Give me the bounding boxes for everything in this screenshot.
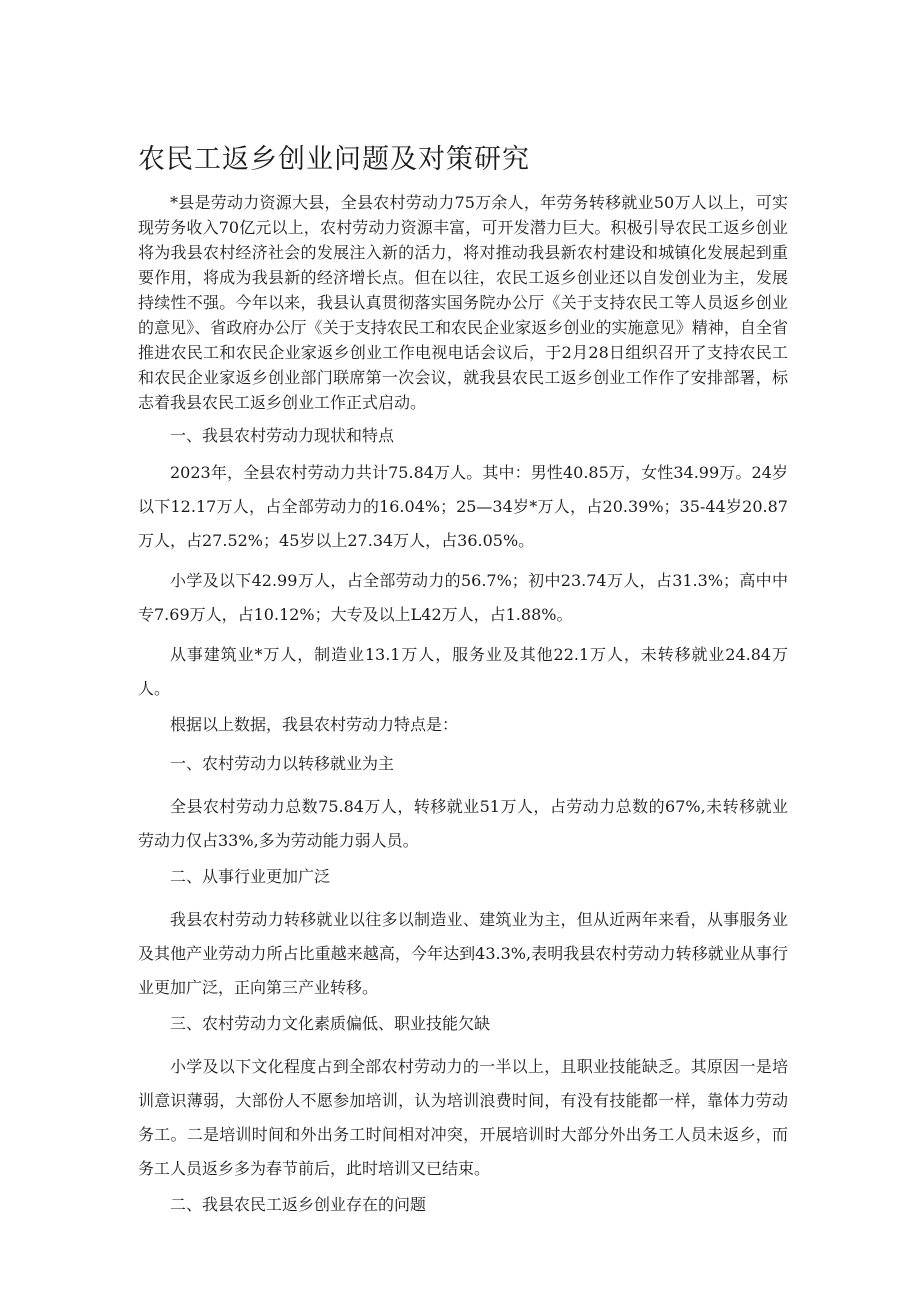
labor-2023-paragraph: 2023年，全县农村劳动力共计75.84万人。其中：男性40.85万，女性34.99万。24岁以下12.17万人，占全部劳动力的16.04%；25—34岁*万人，占20.39%；35-44岁20.87万人，占27.52%；45岁以上27.34万人，占36.05%。 — [138, 463, 788, 550]
intro-paragraph: *县是劳动力资源大县，全县农村劳动力75万余人，年劳务转移就业50万人以上，可实现劳务收入70亿元以上，农村劳动力资源丰富，可开发潜力巨大。积极引导农民工返乡创业将为我县农村经济社会的发展注入新的活力，将对推动我县新农村建设和城镇化发展起到重要作用，将成为我县新的经济增长点。但在以往，农民工返乡创业还以自发创业为主，发展持续性不强。今年以来，我县认真贯彻落实国务院办公厅《关于支持农民工等人员返乡创业的意见》、省政府办公厅《关于支持农民工和农民企业家返乡创业的实施意见》精神，自全省推进农民工和农民企业家返乡创业工作电视电话会议后，于2月28日组织召开了支持农民工和农民企业家返乡创业部门联席第一次会议，就我县农民工返乡创业工作作了安排部署，标志着我县农民工返乡创业工作正式启动。 — [138, 193, 788, 412]
feature1-heading: 一、农村劳动力以转移就业为主 — [170, 754, 395, 773]
document-title: 农民工返乡创业问题及对策研究 — [138, 144, 530, 175]
industry-paragraph: 从事建筑业*万人，制造业13.1万人，服务业及其他22.1万人，未转移就业24.84万人。 — [138, 645, 788, 698]
section1-heading: 一、我县农村劳动力现状和特点 — [170, 426, 395, 445]
feature1-text: 全县农村劳动力总数75.84万人，转移就业51万人，占劳动力总数的67%,未转移就业劳动力仅占33%,多为劳动能力弱人员。 — [138, 797, 788, 850]
education-paragraph: 小学及以下42.99万人，占全部劳动力的56.7%；初中23.74万人，占31.3%；高中中专7.69万人，占10.12%；大专及以上L42万人，占1.88%。 — [138, 571, 788, 624]
feature2-text: 我县农村劳动力转移就业以往多以制造业、建筑业为主，但从近两年来看，从事服务业及其他产业劳动力所占比重越来越高，今年达到43.3%,表明我县农村劳动力转移就业从事行业更加广泛，正向第三产业转移。 — [138, 910, 788, 997]
feature3-text: 小学及以下文化程度占到全部农村劳动力的一半以上，且职业技能缺乏。其原因一是培训意识薄弱，大部份人不愿参加培训，认为培训浪费时间，有没有技能都一样，靠体力劳动务工。二是培训时间和外出务工时间相对冲突，开展培训时大部分外出务工人员未返乡，而务工人员返乡多为春节前后，此时培训又已结束。 — [138, 1057, 788, 1178]
feature3-heading: 三、农村劳动力文化素质偏低、职业技能欠缺 — [170, 1014, 491, 1033]
feature2-heading: 二、从事行业更加广泛 — [170, 867, 331, 886]
section2-heading: 二、我县农民工返乡创业存在的问题 — [170, 1195, 427, 1214]
document-page — [138, 140, 788, 1225]
features-intro: 根据以上数据，我县农村劳动力特点是： — [170, 715, 459, 734]
